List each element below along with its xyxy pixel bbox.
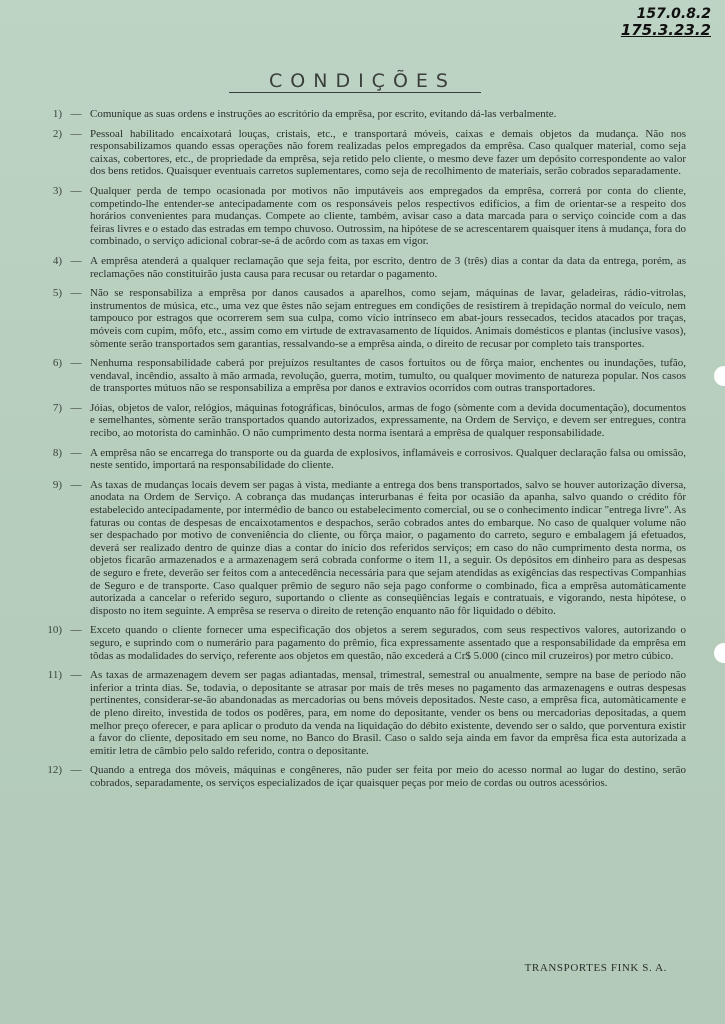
clause-number: 10) [47, 624, 62, 637]
clause-dash: — [70, 127, 82, 140]
clause-9 [26, 479, 686, 618]
clauses-list [26, 108, 686, 797]
punch-hole [714, 366, 725, 386]
clause-text: Comunique as suas ordens e instruções ao escritório da emprêsa, por escrito, evitando dá-las verbalmente. [90, 108, 557, 120]
clause-text: Jóias, objetos de valor, relógios, máquinas fotográficas, binóculos, armas de fogo (sòmente com a devida documentação), documentos e semelhantes, sòmente serão transportados quando autorizados, expressamente, na Ordem de Serviço, e devem ser entregues, contra recibo, ao motorista do caminhão. O não cumprimento desta norma isentará a emprêsa de qualquer responsabilidade. [90, 401, 686, 440]
clause-text: Qualquer perda de tempo ocasionada por motivos não imputáveis aos empregados da emprêsa, correrá por conta do cliente, competindo-lhe entender-se antecipadamente com os responsáveis pelos respectivos edifícios, a fim de orientar-se a respeito dos horários convenientes para mudanças. Compete ao cliente, também, avisar caso a data marcada para o serviço coincide com a das feiras livres e o estado das estradas em tempo chuvoso. Outrossim, na hipótese de se acrescentarem quaisquer itens à mudança, fora do combinado, o serviço adicional cobrar-se-á de acôrdo com as taxas em vigor. [90, 184, 686, 248]
clause-dash: — [70, 401, 82, 414]
clause-5 [26, 287, 686, 350]
punch-hole [714, 643, 725, 663]
clause-7 [26, 402, 686, 440]
clause-10 [26, 624, 686, 662]
clause-dash: — [70, 446, 82, 459]
clause-dash: — [70, 287, 82, 300]
clause-number: 5) [52, 287, 62, 300]
clause-dash: — [70, 254, 82, 267]
clause-dash: — [70, 669, 82, 682]
clause-number: 7) [52, 401, 62, 414]
clause-number: 3) [52, 184, 62, 197]
clause-2 [26, 128, 686, 178]
clause-11 [26, 669, 686, 757]
archive-reference [621, 6, 711, 38]
clause-6 [26, 357, 686, 395]
clause-text: As taxas de armazenagem devem ser pagas adiantadas, mensal, trimestral, semestral ou anualmente, sempre na base de período não inferior a trinta dias. Se, todavia, o depositante se atrasar por mais de três meses no pagamento das armazenagens e outras despesas pertinentes, considerar-se-ão abandonadas as mercadorias ou bens móveis depositados. Neste caso, a emprêsa fica, automàticamente e de pleno direito, investida de todos os podêres, para, em nome do depositante, vender os bens ou mercadorias depositadas, a quem melhor preço oferecer, e para aplicar o produto da venda na liquidação do débito existente, devendo ser o saldo, que porventura existir a favor do cliente, depositado em seu nome, no Banco do Brasil. Caso o saldo seja ainda em favor da emprêsa fica esta autorizada a emitir letra de câmbio pelo saldo referido, contra o depositante. [90, 669, 686, 757]
company-signature: TRANSPORTES FINK S. A. [524, 962, 667, 974]
clause-text: Quando a entrega dos móveis, máquinas e congêneres, não puder ser feita por meio do acesso normal ao lugar do destino, serão cobrados, separadamente, os serviços especializados de içar quaisquer peças por meio de cordas ou outros acessórios. [90, 764, 686, 789]
clause-number: 11) [47, 669, 62, 682]
clause-3 [26, 185, 686, 248]
archive-ref-1: 157.0.8.2 [636, 6, 711, 22]
clause-dash: — [70, 764, 82, 777]
page-title: CONDIÇÕES [269, 70, 456, 92]
clause-dash: — [70, 108, 82, 120]
clause-number: 8) [52, 446, 62, 459]
clause-dash: — [70, 478, 82, 491]
clause-number: 6) [52, 357, 62, 370]
clause-text: Exceto quando o cliente fornecer uma especificação dos objetos a serem segurados, com seus respectivos valores, autorizando o seguro, e suprindo com o numerário para pagamento do prêmio, fica expressamente assentado que a responsabilidade da emprêsa em tôdas as modalidades do serviço, referente aos objetos em questão, não excederá a Cr$ 5.000 (cinco mil cruzeiros) por metro cúbico. [90, 624, 686, 662]
clause-text: A emprêsa atenderá a qualquer reclamação que seja feita, por escrito, dentro de 3 (três) dias a contar da data da entrega, porém, as reclamações não constituirão justa causa para recusar ou retardar o pagamento. [90, 254, 686, 280]
archive-ref-2: 175.3.23.2 [620, 21, 711, 39]
clause-number: 9) [52, 478, 62, 491]
clause-dash: — [70, 357, 82, 370]
clause-text: Não se responsabiliza a emprêsa por danos causados a aparelhos, como sejam, máquinas de lavar, geladeiras, rádio-vitrolas, instrumentos de música, etc., uma vez que êstes não sejam entregues em condições de resistirem à trepidação normal do veículo, nem tampouco por estragos que ocorrerem sem sua culpa, como vício intrínseco em abat-jours ressecados, tecidos atacados por traças, móveis com cupim, môfo, etc., assim como em virtude de extravasamento de líquidos. Animais domésticos e plantas (inclusive vasos), sòmente serão transportados sem garantias, ressalvando-se a emprêsa ainda, o direito de recusar por completo tais transportes. [90, 287, 686, 350]
clause-dash: — [70, 184, 82, 197]
clause-number: 1) [52, 108, 62, 120]
clause-8 [26, 447, 686, 472]
clause-text: A emprêsa não se encarrega do transporte ou da guarda de explosivos, inflamáveis e corrosivos. Qualquer declaração falsa ou omissão, neste sentido, importará na responsabilidade do cliente. [90, 446, 686, 472]
clause-12 [26, 764, 686, 789]
clause-text: As taxas de mudanças locais devem ser pagas à vista, mediante a entrega dos bens transportados, salvo se houver autorização diversa, anodata na Ordem de Serviço. A cobrança das mudanças interurbanas é feita por ocasião da apanha, salvo quando o crédito fôr estabelecido antecipadamente, por intermédio de banco ou estabelecimento comercial, ou se o conhecimento indicar "entrega livre". As faturas ou contas de despesas de encaixotamentos e despachos, serão cobrados antes do embarque. No caso de qualquer volume não ser despachado por motivo de conveniência do cliente, ou fôrça maior, o pagamento do carreto, seguro e embalagem já efetuados, deverá ser realizado dentro de quinze dias a contar do início dos referidos serviços; em caso do não cumprimento desta norma, os objetos ficarão armazenados e a armazenagem será cobrada conforme o item 11, a seguir. Os depósitos em dinheiro para as despesas de seguro e frete, deverão ser feitos com a antecedência necessária para que sejam atendidas as exigências das respectivas Companhias de Seguro e de transporte. Caso qualquer prêmio de seguro não seja pago conforme o combinado, fica a emprêsa automàticamente autorizada a cancelar o referido seguro, suportando o cliente as conseqüências legais e contratuais, e vigorando, nesta hipótese, o disposto no item seguinte. A emprêsa se reserva o direito de retenção enquanto não fôr liquidado o débito. [90, 478, 686, 617]
clause-number: 4) [52, 254, 62, 267]
title-underline [229, 92, 481, 93]
clause-text: Pessoal habilitado encaixotará louças, cristais, etc., e transportará móveis, caixas e demais objetos da mudança. Não nos responsabilizamos quando essas operações não forem realizadas pelos empregados da emprêsa. Caso qualquer material, como seja caixas, cobertores, etc., de propriedade da emprêsa, seja retido pelo cliente, o mesmo deve fazer um depósito correspondente ao valor dos bens retidos. Quaisquer eventuais carretos suplementares, como seja de recolhimento de materiais, serão cobrados separadamente. [90, 127, 686, 178]
clause-number: 12) [47, 764, 62, 777]
clause-1 [26, 108, 686, 121]
clause-4 [26, 255, 686, 280]
clause-number: 2) [52, 127, 62, 140]
clause-dash: — [70, 624, 82, 637]
clause-text: Nenhuma responsabilidade caberá por prejuízos resultantes de casos fortuitos ou de fôrça maior, enchentes ou inundações, tufão, vendaval, incêndio, assalto à mão armada, revolução, guerra, motim, tumulto, ou qualquer movimento de natureza popular. Nos casos de transportes mútuos não se responsabiliza a emprêsa por danos e extravios ocorridos com outras transportadores. [90, 357, 686, 395]
